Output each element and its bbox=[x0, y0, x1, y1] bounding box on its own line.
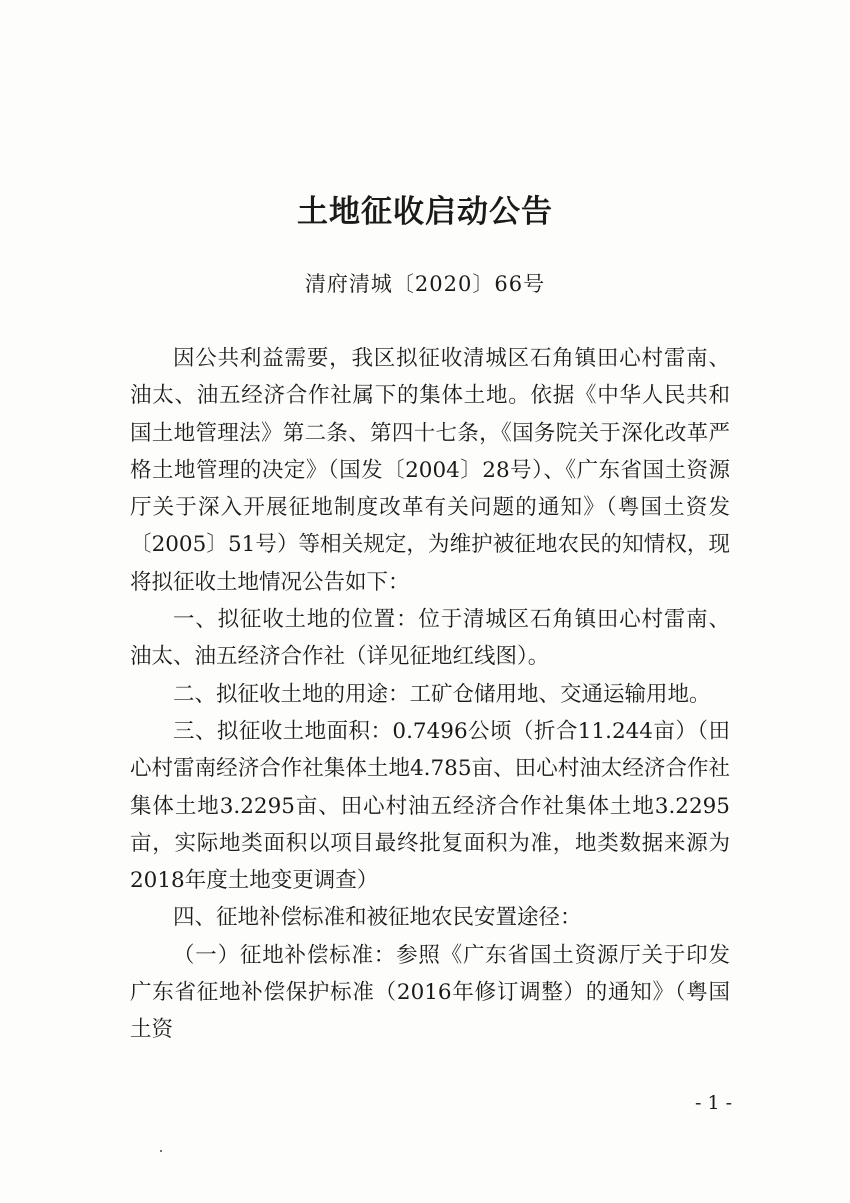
document-title: 土地征收启动公告 bbox=[297, 194, 553, 230]
page-number: - 1 - bbox=[694, 1092, 732, 1114]
paragraph-compensation-heading: 四、征地补偿标准和被征地农民安置途径： bbox=[173, 905, 582, 931]
scan-speck bbox=[160, 1150, 162, 1152]
paragraph-usage: 二、拟征收土地的用途：工矿仓储用地、交通运输用地。 bbox=[173, 681, 711, 707]
paragraph-intro: 因公共利益需要，我区拟征收清城区石角镇田心村雷南、油太、油五经济合作社属下的集体土地。依据《中华人民共和国土地管理法》第二条、第四十七条，《国务院关于深化改革严格土地管理的决定》（国发〔2004〕28号）、《广东省国土资源厅关于深入开展征地制度改革有关问题的通知》（粤国土资发〔2005〕51号）等相关规定，为维护被征地农民的知情权，现将拟征收土地情况公告如下： bbox=[130, 346, 730, 595]
document-body bbox=[130, 340, 730, 1049]
paragraph-compensation-standard: （一）征地补偿标准：参照《广东省国土资源厅关于印发广东省征地补偿保护标准（2016年修订调整）的通知》（粤国土资 bbox=[130, 942, 730, 1043]
paragraph-area: 三、拟征收土地面积：0.7496公顷（折合11.244亩）（田心村雷南经济合作社集体土地4.785亩、田心村油太经济合作社集体土地3.2295亩、田心村油五经济合作社集体土地3.2295亩，实际地类面积以项目最终批复面积为准，地类数据来源为2018年度土地变更调查） bbox=[130, 718, 730, 894]
paragraph-location: 一、拟征收土地的位置：位于清城区石角镇田心村雷南、油太、油五经济合作社（详见征地红线图）。 bbox=[130, 607, 730, 670]
document-number: 清府清城〔2020〕66号 bbox=[304, 272, 546, 296]
